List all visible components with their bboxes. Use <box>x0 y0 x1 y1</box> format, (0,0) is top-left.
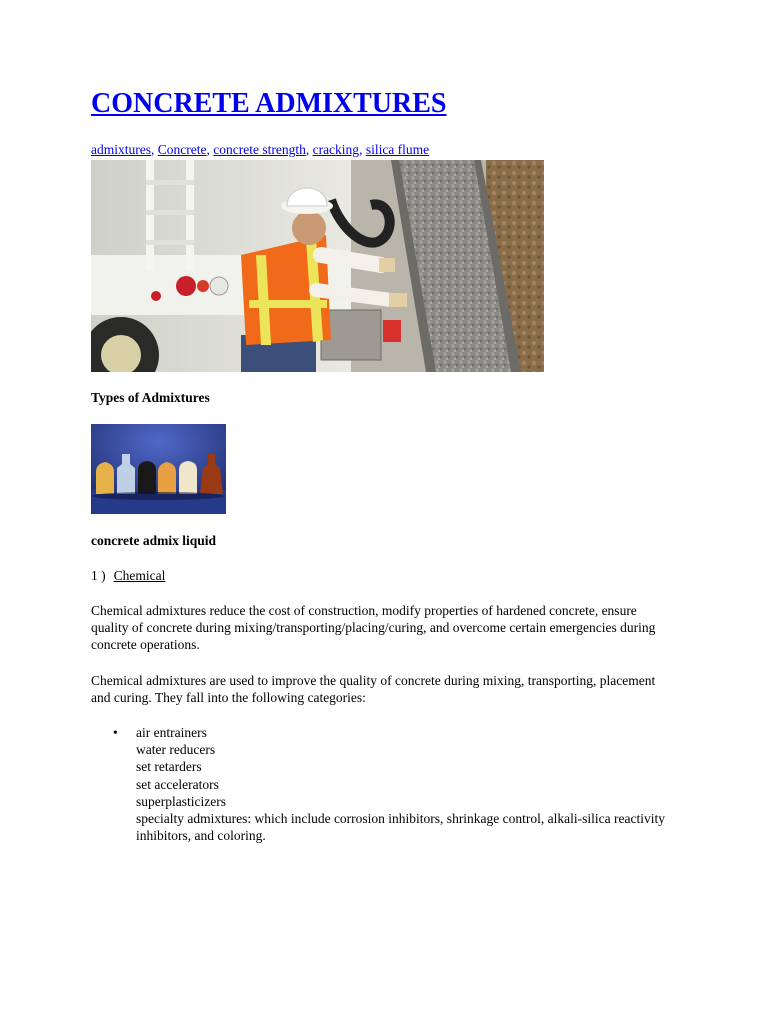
concrete-pour-photo <box>91 160 544 372</box>
tag-link-admixtures[interactable]: admixtures <box>91 142 151 157</box>
list-item-text: set accelerators <box>136 776 219 792</box>
tag-link-cracking[interactable]: cracking <box>312 142 360 157</box>
list-item-text: air entrainers <box>136 725 207 740</box>
tag-separator: , <box>206 142 214 157</box>
bullet-glyph: • <box>113 725 118 740</box>
tag-link-concrete[interactable]: Concrete <box>157 142 207 157</box>
list-item-text: set retarders <box>136 759 202 775</box>
section-chemical-link[interactable]: Chemical <box>113 568 166 583</box>
tag-link-silica-flume[interactable]: silica flume <box>365 142 430 157</box>
list-item <box>91 810 691 844</box>
paragraph-2: Chemical admixtures are used to improve the quality of concrete during mixing, transporting, placement and curing. They fall into the following categories: <box>91 673 656 705</box>
categories-list <box>91 724 691 844</box>
tag-links <box>91 142 429 158</box>
list-item <box>91 758 691 775</box>
types-heading: Types of Admixtures <box>91 390 210 405</box>
list-item <box>91 741 691 758</box>
admix-liquid-photo <box>91 424 226 514</box>
liquid-caption: concrete admix liquid <box>91 533 217 548</box>
tag-separator: , <box>305 142 313 157</box>
list-item <box>91 776 691 793</box>
tag-separator: , <box>151 142 158 157</box>
list-item-text: water reducers <box>136 742 216 758</box>
tag-link-concrete-strength[interactable]: concrete strength <box>213 142 306 157</box>
list-item <box>91 793 691 810</box>
tag-separator: , <box>359 142 366 157</box>
list-item <box>91 724 691 741</box>
paragraph-1: Chemical admixtures reduce the cost of construction, modify properties of hardened concrete, ensure quality of concrete during mixing/transporting/placing/curing, and overcome certain emergencies during concrete operations. <box>91 603 656 652</box>
section-number: 1 ) <box>91 568 106 583</box>
list-item-text: superplasticizers <box>136 793 226 809</box>
page-title[interactable]: CONCRETE ADMIXTURES <box>91 88 447 119</box>
section-heading <box>91 568 165 584</box>
list-item-text: specialty admixtures: which include corrosion inhibitors, shrinkage control, alkali-silica reactivity inhibitors, and coloring. <box>136 811 665 844</box>
